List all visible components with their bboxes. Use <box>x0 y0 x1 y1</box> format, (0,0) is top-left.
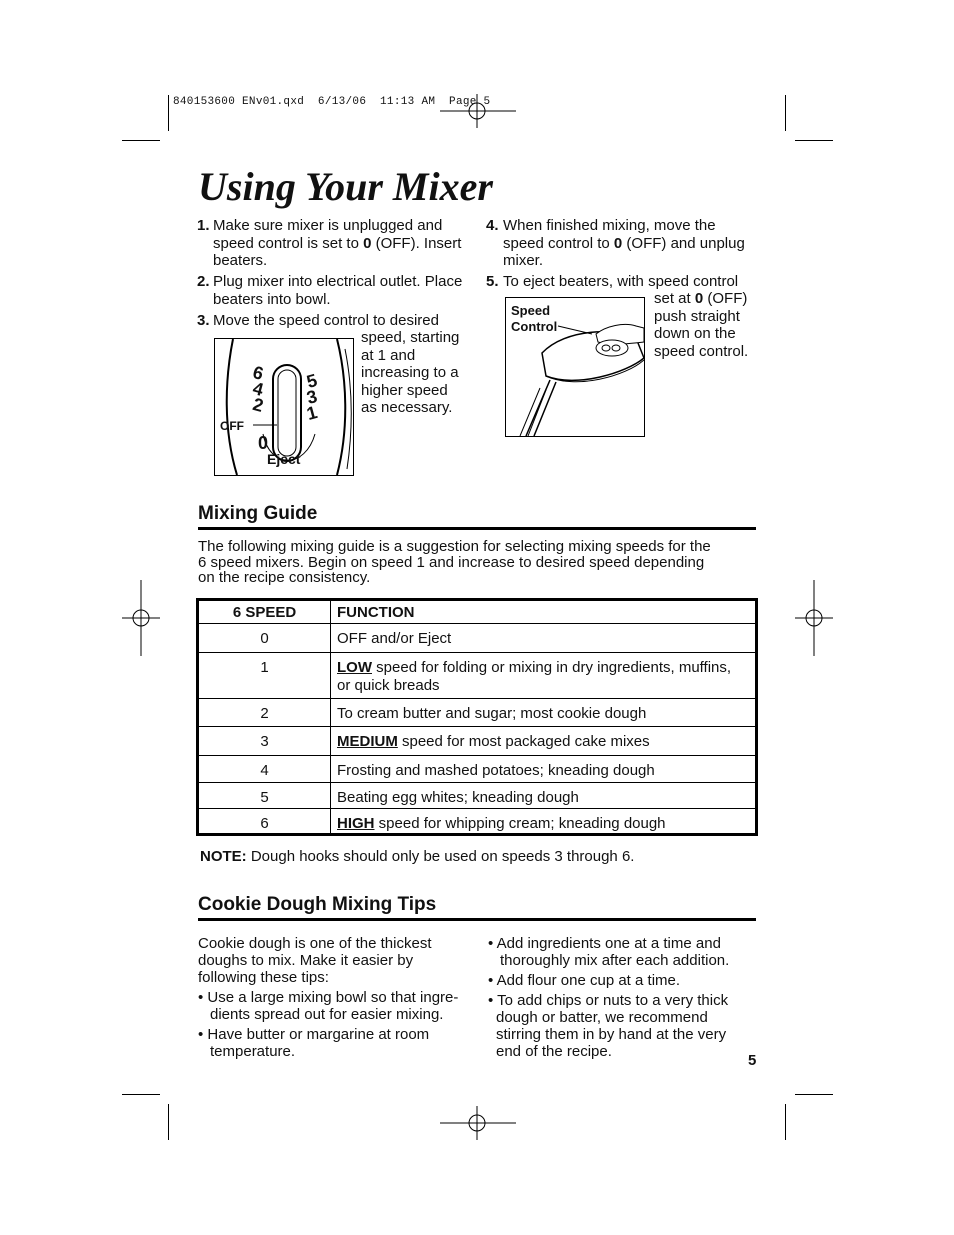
speed-level: LOW <box>337 659 372 676</box>
list-item: • Use a large mixing bowl so that ingre- dients spread out for easier mixing. <box>198 989 459 1023</box>
crop-mark <box>168 1104 169 1140</box>
eject-label: Eject <box>267 451 301 467</box>
mixing-guide-table <box>196 598 758 836</box>
table-row: 3 MEDIUM speed for most packaged cake mixes <box>198 727 757 756</box>
speed-control-figure <box>214 338 354 476</box>
cookie-tips-heading: Cookie Dough Mixing Tips <box>198 894 437 915</box>
table-row: 4 Frosting and mashed potatoes; kneading dough <box>198 756 757 783</box>
crop-mark <box>795 140 833 141</box>
crop-mark <box>168 95 169 131</box>
table-row: 2 To cream butter and sugar; most cookie dough <box>198 699 757 727</box>
step-text: Make sure mixer is unplugged and speed control is set to 0 (OFF). Insert beaters. <box>213 217 462 269</box>
crop-mark <box>122 1094 160 1095</box>
speed-number-4: 4 <box>250 378 266 400</box>
section-rule <box>198 527 756 530</box>
step-text: To eject beaters, with speed control <box>503 273 739 290</box>
step-5-wrap: set at 0 (OFF) push straight down on the speed control. <box>654 290 749 360</box>
speed-number-0: 0 <box>258 433 269 453</box>
off-label: OFF <box>220 419 244 433</box>
speed-level: HIGH <box>337 815 375 832</box>
mixing-guide-heading: Mixing Guide <box>198 503 318 524</box>
registration-mark-left <box>122 580 160 656</box>
speed-level: MEDIUM <box>337 733 398 750</box>
step-number: 2. <box>197 273 210 290</box>
registration-mark-bottom <box>440 1106 516 1140</box>
speed-control-label-2: Control <box>511 319 558 334</box>
speed-number-1: 1 <box>304 402 320 424</box>
step-4 <box>486 217 766 277</box>
page-title: Using Your Mixer <box>198 164 493 209</box>
step-1 <box>197 217 477 277</box>
crop-mark <box>785 1104 786 1140</box>
speed-control-label-1: Speed <box>511 303 551 318</box>
speed-number-3: 3 <box>304 386 320 408</box>
step-text: Move the speed control to desired <box>213 312 439 329</box>
step-2 <box>197 273 477 313</box>
note-text: Dough hooks should only be used on speeds 3 through 6. <box>246 848 635 865</box>
step-number: 5. <box>486 273 499 290</box>
table-row: 6 HIGH speed for whipping cream; kneading dough <box>198 809 757 835</box>
header-function: FUNCTION <box>331 600 757 624</box>
mixing-guide-intro: The following mixing guide is a suggestion for selecting mixing speeds for the 6 speed mixers. Begin on speed 1 and increase to desired speed depending on the recipe consistency. <box>198 538 711 586</box>
cookie-tips-left: Cookie dough is one of the thickest doughs to mix. Make it easier by following these tips: • Use a large mixing bowl so that ingre- dients spread out for easier mixing. • Have butter or margarine at room temperature. <box>198 935 478 1060</box>
list-item: • Add flour one cup at a time. <box>488 972 681 989</box>
header-6-speed: 6 SPEED <box>198 600 331 624</box>
step-text: Plug mixer into electrical outlet. Place beaters into bowl. <box>213 273 463 308</box>
table-header-row <box>198 600 757 624</box>
speed-number-6: 6 <box>250 362 266 384</box>
table-row: 1 LOW speed for folding or mixing in dry ingredients, muffins, or quick breads <box>198 653 757 699</box>
step-number: 1. <box>197 217 210 234</box>
step-number: 4. <box>486 217 499 234</box>
table-row: 5 Beating egg whites; kneading dough <box>198 783 757 809</box>
page-number: 5 <box>748 1052 757 1069</box>
crop-mark <box>122 140 160 141</box>
registration-mark-right <box>795 580 833 656</box>
section-rule <box>198 918 756 921</box>
speed-number-2: 2 <box>250 394 266 416</box>
step-text: When finished mixing, move the speed control to 0 (OFF) and unplug mixer. <box>503 217 745 269</box>
list-item: • To add chips or nuts to a very thick dough or batter, we recommend stirring them in by hand at the very end of the recipe. <box>488 992 729 1060</box>
file-slug: 840153600 ENv01.qxd 6/13/06 11:13 AM Page 5 <box>173 96 491 108</box>
note-label: NOTE: <box>200 848 247 865</box>
step-3-wrap: speed, starting at 1 and increasing to a higher speed as necessary. <box>361 329 460 416</box>
eject-figure <box>505 297 645 437</box>
step-number: 3. <box>197 312 210 329</box>
list-item: • Add ingredients one at a time and thoroughly mix after each addition. <box>488 935 730 969</box>
list-item: • Have butter or margarine at room temperature. <box>198 1026 430 1060</box>
cookie-tips-right <box>488 935 758 1060</box>
table-row: 0 OFF and/or Eject <box>198 624 757 653</box>
crop-mark <box>785 95 786 131</box>
note <box>200 848 634 865</box>
speed-number-5: 5 <box>304 370 320 392</box>
crop-mark <box>795 1094 833 1095</box>
